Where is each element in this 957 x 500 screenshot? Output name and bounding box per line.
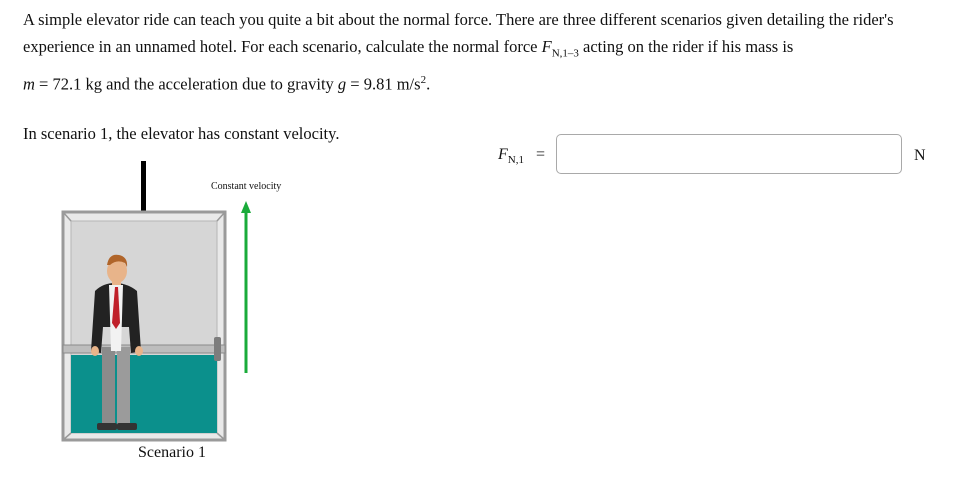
elevator-handrail: [63, 345, 225, 353]
force-subscript: N,1–3: [551, 47, 579, 60]
scenario-caption: Scenario 1: [138, 444, 206, 461]
answer-symbol: F: [498, 146, 508, 163]
mass-text: = 72.1 kg and the acceleration due to gravity: [34, 74, 338, 94]
elevator-figure: [55, 155, 305, 470]
velocity-arrow-head: [241, 201, 251, 213]
answer-subscript: N,1: [507, 154, 524, 167]
mass-symbol: m: [23, 74, 35, 94]
answer-unit: N: [914, 147, 926, 164]
intro-end: .: [426, 74, 431, 94]
answer-label: [498, 146, 524, 166]
answer-equals: =: [536, 146, 546, 163]
normal-force-input[interactable]: [556, 134, 902, 174]
scenario-description: In scenario 1, the elevator has constant velocity.: [23, 124, 340, 143]
elevator-illustration: [55, 155, 305, 470]
velocity-label: Constant velocity: [211, 181, 282, 192]
elevator-cable: [141, 161, 146, 213]
gravity-symbol: g: [337, 74, 347, 94]
gravity-exponent: 2: [420, 74, 427, 87]
gravity-text: = 9.81 m/s: [346, 74, 421, 94]
force-symbol: F: [541, 37, 552, 56]
intro-text-2: acting on the rider if his mass is: [578, 37, 794, 56]
problem-intro: [23, 6, 933, 98]
intro-text-1: A simple elevator ride can teach you quite a bit about the normal force. There are three different scenarios given detailing the rider's experience in an unnamed hotel. For each scenario, calculate the normal force: [23, 10, 894, 56]
answer-row: [498, 134, 938, 178]
